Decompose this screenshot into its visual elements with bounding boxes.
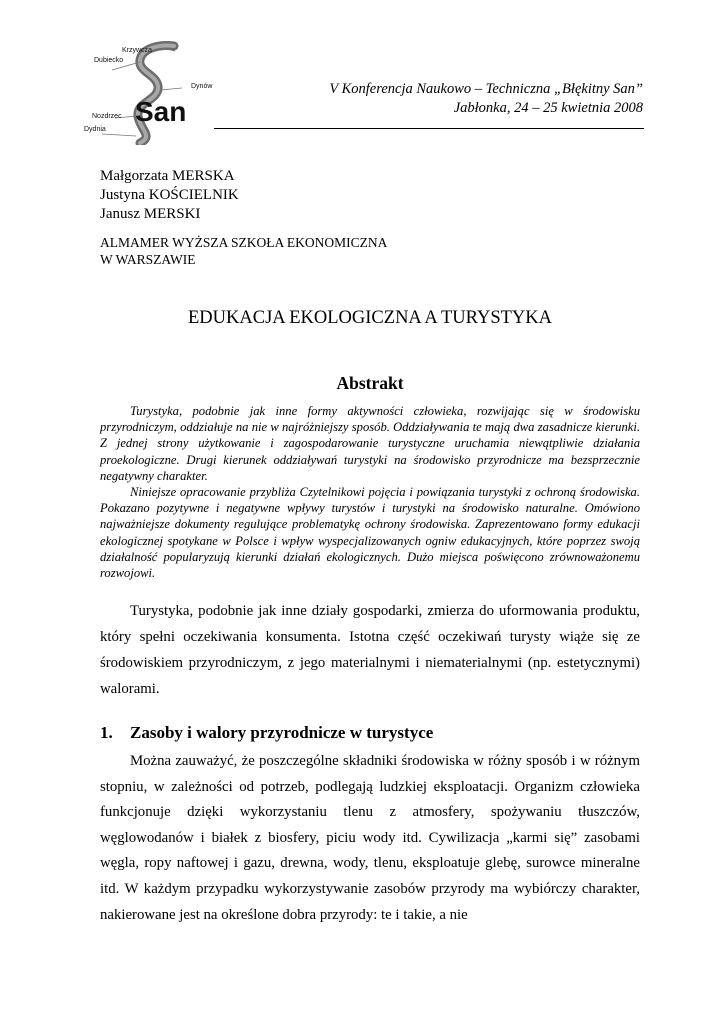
conference-info — [329, 80, 643, 118]
intro-section — [100, 598, 640, 702]
author: Justyna KOŚCIELNIK — [100, 187, 239, 203]
header-divider — [214, 128, 644, 129]
section-body — [100, 749, 640, 928]
abstract-paragraph: Turystyka, podobnie jak inne formy aktywności człowieka, rozwijając się w środowisku przyrodniczym, oddziałuje na nie w najróżniejszy sposób. Oddziaływania te mają dwa zasadnicze kierunki. Z jednej strony użytkowanie i zagospodarowanie turystyczne uruchamia niewątpliwie działania proekologiczne. Drugi kierunek oddziaływań turystyki na środowisko przyrodnicze ma bezsprzecznie negatywny charakter. — [100, 404, 640, 483]
affiliation-line: W WARSZAWIE — [100, 252, 196, 267]
section-number: 1. — [100, 723, 113, 742]
abstract-body — [100, 403, 640, 581]
logo-town-dynow: Dynów — [191, 83, 213, 90]
intro-paragraph: Turystyka, podobnie jak inne działy gospodarki, zmierza do uformowania produktu, który spełni oczekiwania konsumenta. Istotna część oczekiwań turysty wiąże się ze środowiskiem przyrodniczym, z jego materialnymi i niematerialnymi (np. estetycznymi) walorami. — [100, 603, 640, 697]
abstract-heading: Abstrakt — [336, 373, 404, 393]
section-heading — [100, 723, 433, 743]
author: Janusz MERSKI — [100, 206, 201, 222]
affiliation — [100, 234, 387, 268]
section-title: Zasoby i walory przyrodnicze w turystyce — [130, 723, 434, 742]
conference-name: V Konferencja Naukowo – Techniczna „Błękitny San” — [329, 81, 643, 97]
conference-date-place: Jabłonka, 24 – 25 kwietnia 2008 — [453, 100, 643, 116]
body-paragraph: Można zauważyć, że poszczególne składniki środowiska w różny sposób i w różnym stopniu, w zależności od potrzeb, podlegają ludzkiej eksploatacji. Organizm człowieka funkcjonuje dzięki wykorzystaniu tlenu z atmosfery, spożywaniu tłuszczów, węglowodanów i białek z biosfery, piciu wody itd. Cywilizacja „karmi się” zasobami węgla, ropy naftowej i gazu, drewna, wody, tlenu, eksploatuje glebę, surowce mineralne itd. W każdym przypadku wykorzystywanie zasobów przyrody ma wybiórczy charakter, nakierowane jest na określone dobra przyrody: te i takie, a nie — [100, 753, 640, 923]
affiliation-line: ALMAMER WYŻSZA SZKOŁA EKONOMICZNA — [100, 235, 388, 250]
abstract-paragraph: Niniejsze opracowanie przybliża Czytelnikowi pojęcia i powiązania turystyki z ochroną środowiska. Pokazano pozytywne i negatywne wpływy turystów i turystyki na środowisko naturalne. Omówiono najważniejsze dokumenty regulujące problematykę ochrony środowiska. Zaprezentowano formy edukacji ekologicznej spotykane w Polsce i wpływ wyspecjalizowanych ogniw edukacyjnych, które poprzez swoją działalność popularyzują kierunki działań ekologicznych. Dużo miejsca poświęcono zrównoważonemu rozwojowi. — [100, 485, 640, 581]
logo-town-dubiecko: Dubiecko — [94, 57, 124, 64]
author-list — [100, 167, 239, 224]
logo-wordmark: San — [135, 96, 187, 127]
author: Małgorzata MERSKA — [100, 168, 235, 184]
paper-title: EDUKACJA EKOLOGICZNA A TURYSTYKA — [187, 308, 553, 328]
san-logo — [82, 40, 217, 145]
logo-town-dydnia: Dydnia — [84, 126, 106, 133]
logo-town-nozdrzec: Nozdrzec — [92, 113, 122, 120]
logo-town-krzywcza: Krzywcza — [122, 47, 152, 54]
